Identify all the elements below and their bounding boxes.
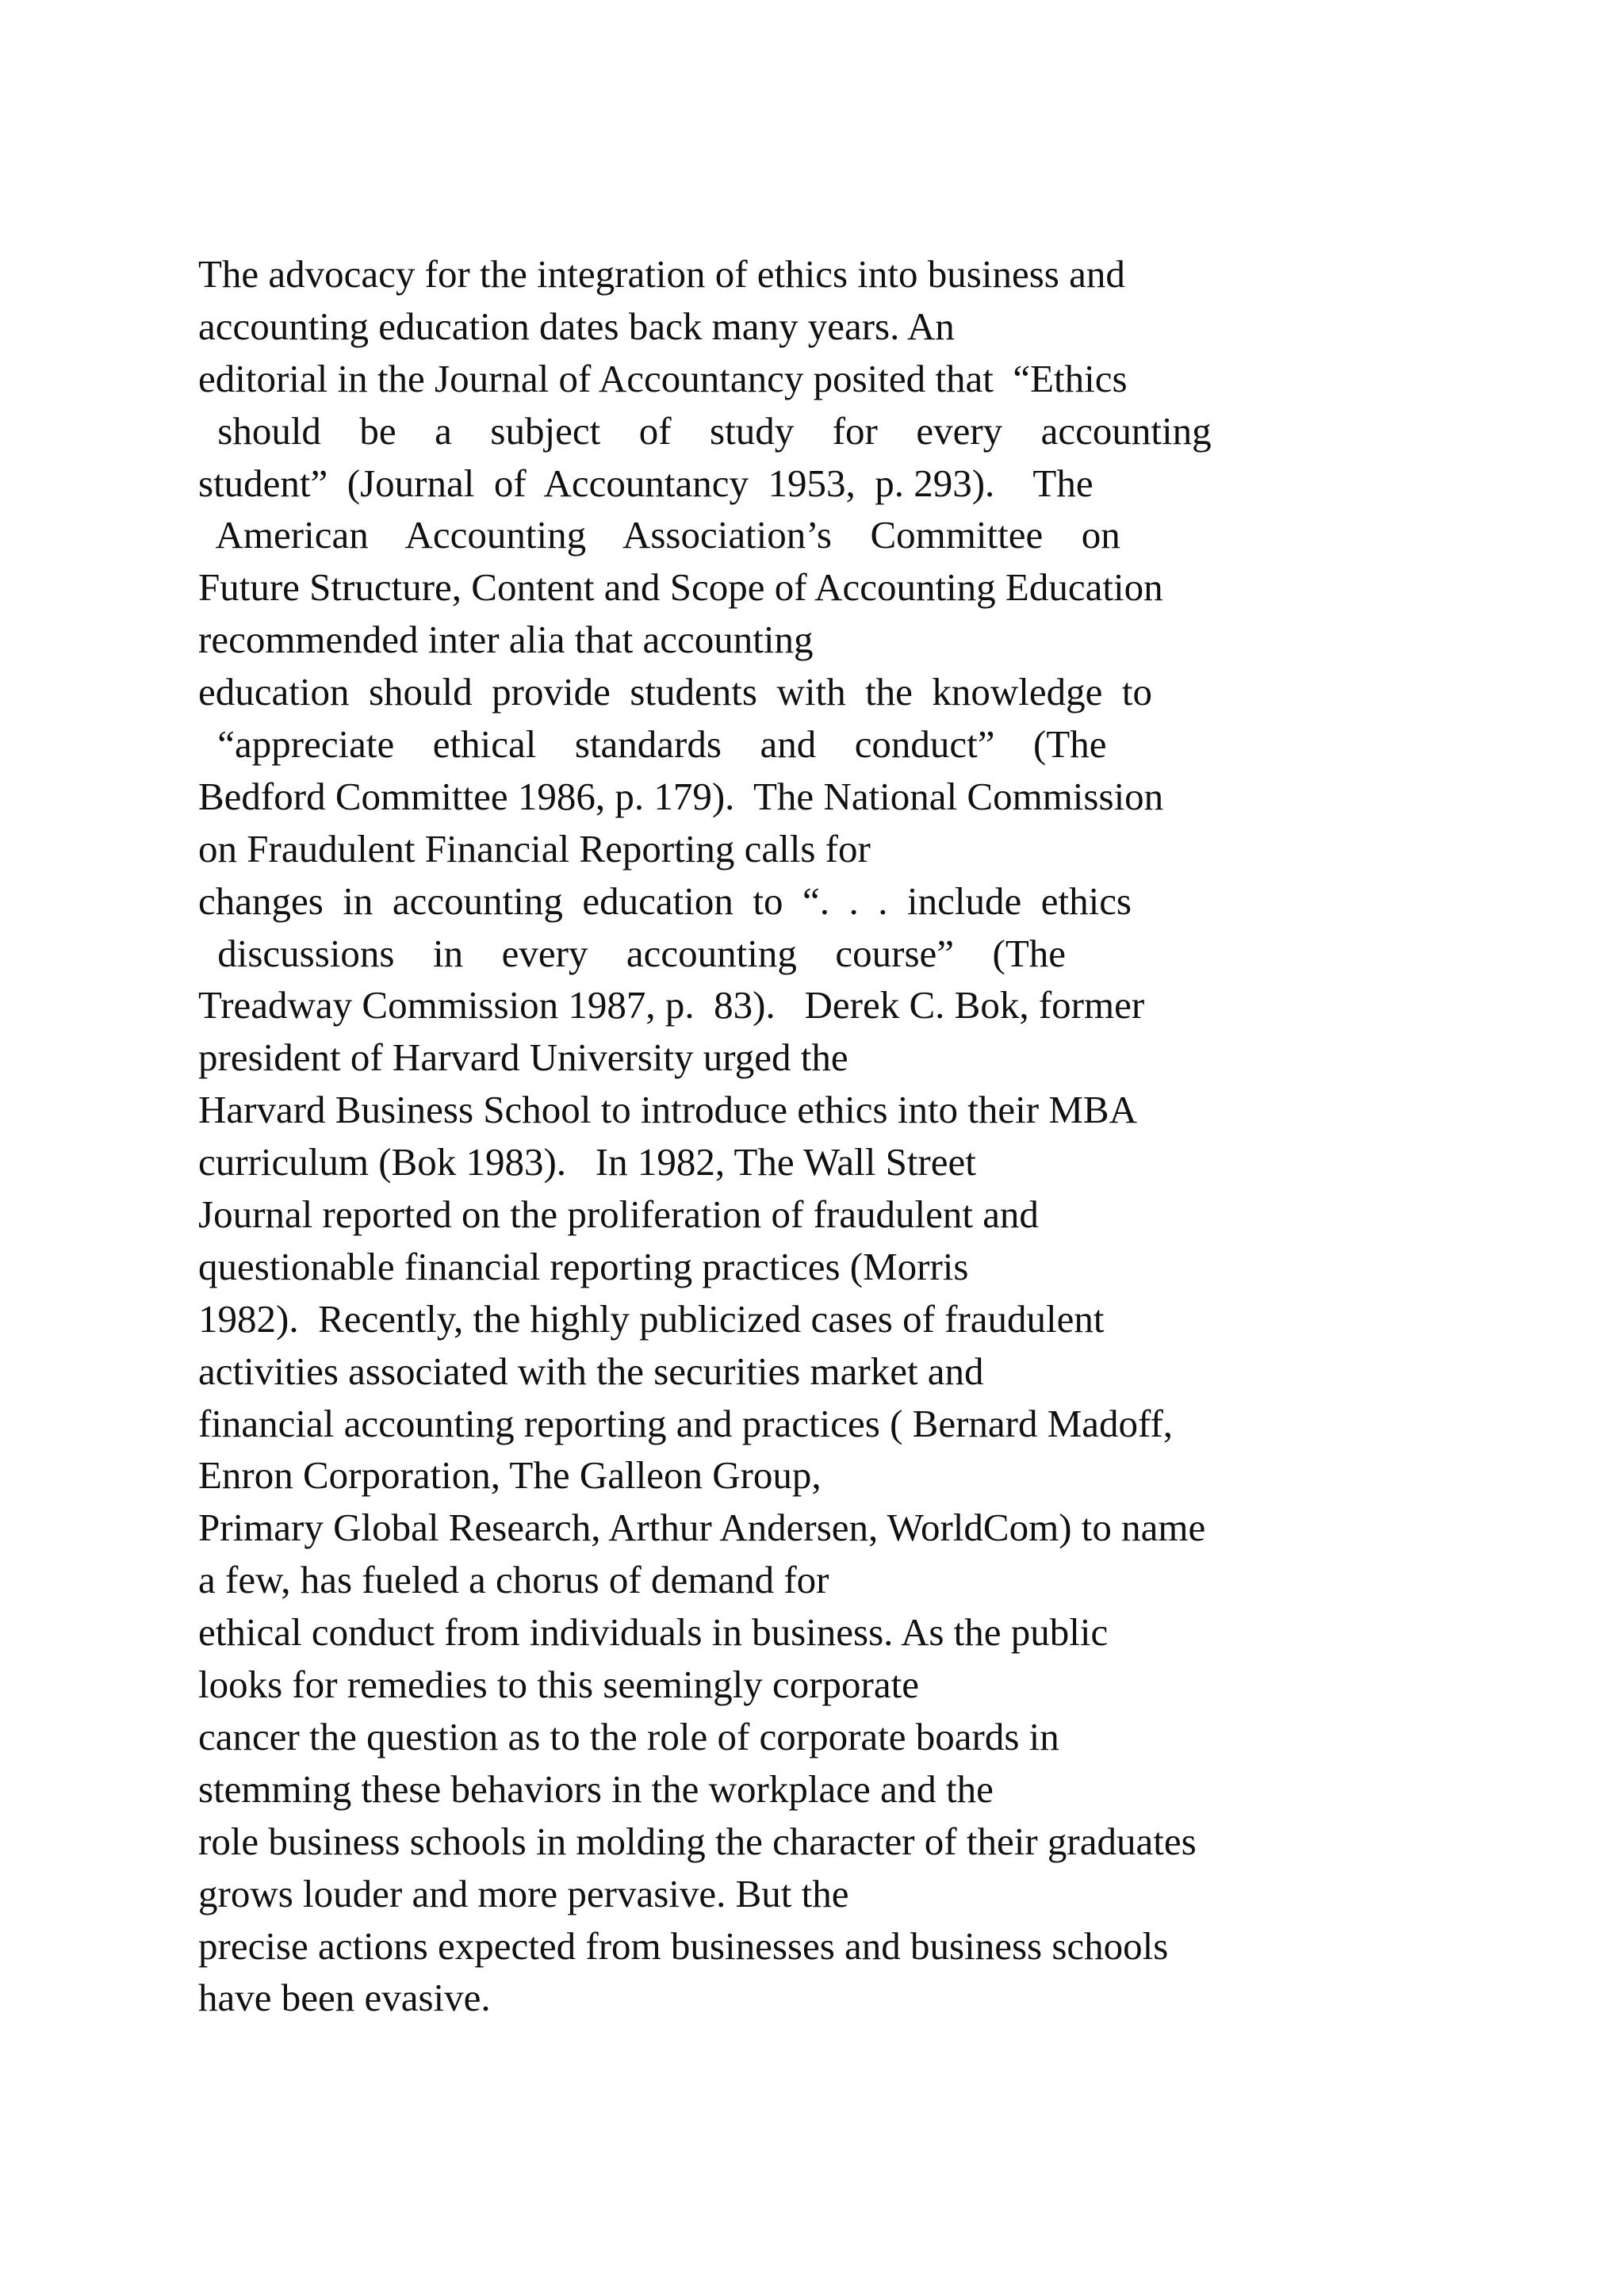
- text-line-26: a few, has fueled a chorus of demand for: [198, 1558, 829, 1602]
- text-line-7: Future Structure, Content and Scope of Accounting Education: [198, 565, 1163, 610]
- text-line-32: grows louder and more pervasive. But the: [198, 1871, 849, 1915]
- text-line-27: ethical conduct from individuals in business. As the public: [198, 1610, 1109, 1655]
- text-line-13: changes in accounting education to “. . . include ethics: [198, 878, 1132, 923]
- text-line-16: president of Harvard University urged the: [198, 1035, 848, 1080]
- text-line-8: recommended inter alia that accounting: [198, 618, 814, 662]
- text-line-21: 1982). Recently, the highly publicized cases of fraudulent: [198, 1296, 1105, 1341]
- text-line-5: student” (Journal of Accountancy 1953, p. 293). The: [198, 461, 1094, 505]
- text-line-20: questionable financial reporting practices (Morris: [198, 1244, 969, 1288]
- text-line-17: Harvard Business School to introduce ethics into their MBA: [198, 1088, 1137, 1132]
- text-line-24: Enron Corporation, The Galleon Group,: [198, 1453, 822, 1498]
- text-line-12: on Fraudulent Financial Reporting calls for: [198, 826, 871, 871]
- text-line-25: Primary Global Research, Arthur Andersen, WorldCom) to name: [198, 1506, 1206, 1550]
- text-line-30: stemming these behaviors in the workplace and the: [198, 1766, 994, 1811]
- text-line-10: “appreciate ethical standards and conduct” (The: [198, 722, 1107, 767]
- text-line-23: financial accounting reporting and practices ( Bernard Madoff,: [198, 1401, 1174, 1445]
- text-line-19: Journal reported on the proliferation of fraudulent and: [198, 1192, 1039, 1237]
- text-line-28: looks for remedies to this seemingly corporate: [198, 1663, 919, 1707]
- text-line-14: discussions in every accounting course” (The: [198, 931, 1067, 975]
- text-line-18: curriculum (Bok 1983). In 1982, The Wall Street: [198, 1140, 976, 1184]
- text-line-2: accounting education dates back many years. An: [198, 304, 955, 348]
- text-line-34: have been evasive.: [198, 1976, 491, 2020]
- text-line-15: Treadway Commission 1987, p. 83). Derek C. Bok, former: [198, 983, 1145, 1027]
- text-line-29: cancer the question as to the role of corporate boards in: [198, 1714, 1059, 1758]
- text-line-1: The advocacy for the integration of ethics into business and: [198, 252, 1125, 296]
- text-line-3: editorial in the Journal of Accountancy posited that “Ethics: [198, 356, 1128, 400]
- text-line-9: education should provide students with the knowledge to: [198, 670, 1153, 714]
- text-line-11: Bedford Committee 1986, p. 179). The National Commission: [198, 774, 1164, 818]
- text-line-4: should be a subject of study for every accounting: [198, 408, 1212, 453]
- body-paragraph: [198, 248, 1546, 2024]
- text-line-6: American Accounting Association’s Committee on: [198, 513, 1120, 557]
- text-line-31: role business schools in molding the character of their graduates: [198, 1819, 1197, 1863]
- text-line-33: precise actions expected from businesses and business schools: [198, 1923, 1169, 1968]
- text-line-22: activities associated with the securities market and: [198, 1349, 984, 1393]
